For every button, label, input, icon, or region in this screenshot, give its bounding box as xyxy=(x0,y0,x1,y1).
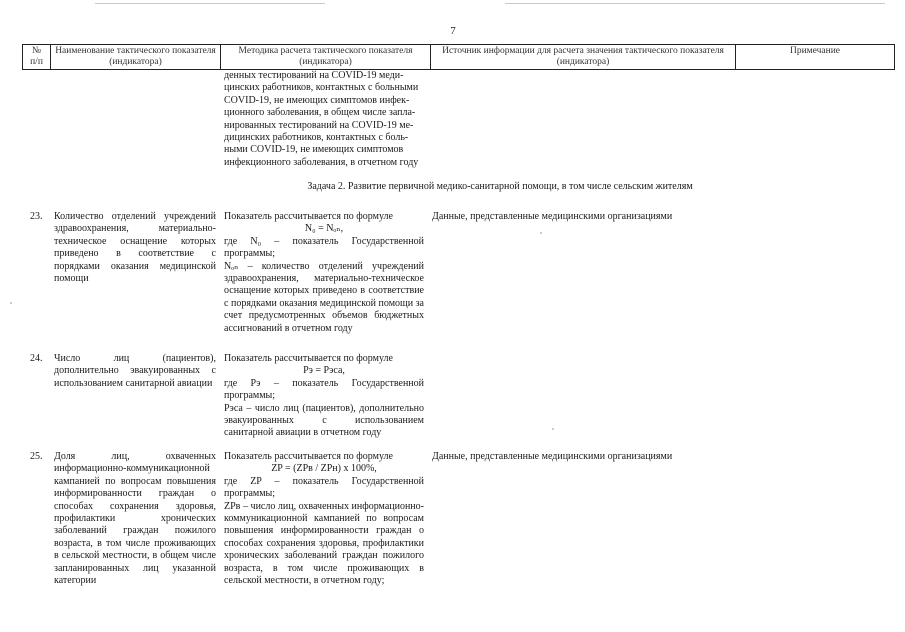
method-cell xyxy=(224,211,424,335)
header-col-source: Источник информации для расчета значения тактического показателя (индикатора) xyxy=(431,45,736,70)
task-heading: Задача 2. Развитие первичной медико-санитарной помощи, в том числе сельским жителям xyxy=(307,181,693,192)
method-text: где N₀ – показатель Государственной программы; xyxy=(224,235,424,260)
method-text: Pэса – число лиц (пациентов), дополнительно эвакуированных с использованием санитарной авиации в отчетном году xyxy=(224,402,424,439)
page-number: 7 xyxy=(450,25,456,37)
scan-top-line xyxy=(95,3,325,4)
header-col-name: Наименование тактического показателя (индикатора) xyxy=(51,45,221,70)
scan-speck xyxy=(10,302,12,304)
formula: Pэ = Pэса, xyxy=(303,365,345,377)
indicator-name: Доля лиц, охваченных информационно-коммуникационной кампанией по вопросам повышения информированности граждан о способах сохранения здоровья, профилактики хронических заболеваний граждан пожилого возраста, в том числе проживающих в сельской местности, в общем числе запланированных лиц указанной категории xyxy=(54,451,216,587)
source-text: Данные, представленные медицинскими организациями xyxy=(432,451,673,462)
continuation-line: нированных тестирований на COVID-19 ме- xyxy=(224,119,414,131)
scan-speck xyxy=(540,232,542,234)
method-cell xyxy=(224,353,424,440)
scan-speck xyxy=(552,428,554,430)
row-number: 24. xyxy=(30,353,43,364)
method-intro: Показатель рассчитывается по формуле xyxy=(224,353,393,364)
continuation-line: цинских работников, контактных с больными xyxy=(224,82,419,94)
table-header xyxy=(22,44,895,70)
indicator-name: Число лиц (пациентов), дополнительно эвакуированных с использованием санитарной авиации xyxy=(54,353,216,389)
method-intro: Показатель рассчитывается по формуле xyxy=(224,211,393,222)
method-text: где Pэ – показатель Государственной программы; xyxy=(224,377,424,402)
method-cell xyxy=(224,451,424,587)
method-text: где ZP – показатель Государственной программы; xyxy=(224,475,424,500)
method-text: ZPв – число лиц, охваченных информационно-коммуникационной кампанией по вопросам повышения информированности граждан о способах сохранения здоровья, профилактики хронических заболеваний граждан пожилого возраста, в том числе проживающих в сельской местности, в отчетном году; xyxy=(224,500,424,587)
continuation-line: ными COVID-19, не имеющих симптомов xyxy=(224,144,404,156)
row-number: 25. xyxy=(30,451,43,462)
formula: N₀ = Nₒₙ, xyxy=(304,223,344,235)
continuation-line: ционного заболевания, в общем числе запла- xyxy=(224,107,416,119)
header-col-note: Примечание xyxy=(736,45,895,70)
row-number: 23. xyxy=(30,211,43,222)
scan-top-line xyxy=(505,3,885,4)
source-text: Данные, представленные медицинскими организациями xyxy=(432,211,673,222)
continuation-line: дицинских работников, контактных с боль- xyxy=(224,132,409,144)
header-col-method: Методика расчета тактического показателя (индикатора) xyxy=(221,45,431,70)
header-col-num: № п/п xyxy=(23,45,51,70)
indicator-name: Количество отделений учреждений здравоохранения, материально-техническое оснащение которых приведено в соответствие с порядками оказания медицинской помощи xyxy=(54,211,216,285)
method-intro: Показатель рассчитывается по формуле xyxy=(224,451,393,462)
continuation-line: денных тестирований на COVID-19 меди- xyxy=(224,70,404,81)
continuation-line: инфекционного заболевания, в отчетном году xyxy=(224,156,419,168)
formula: ZP = (ZPв / ZPн) x 100%, xyxy=(271,463,377,475)
continuation-line: COVID-19, не имеющих симптомов инфек- xyxy=(224,94,410,106)
method-text: Nₒₙ – количество отделений учреждений здравоохранения, материально-техническое оснащение которых приведено в соответствие с порядками оказания медицинской помощи за счет предусмотренных объемов бюджетных ассигнований в отчетном году xyxy=(224,260,424,334)
continuation-text xyxy=(224,70,424,169)
